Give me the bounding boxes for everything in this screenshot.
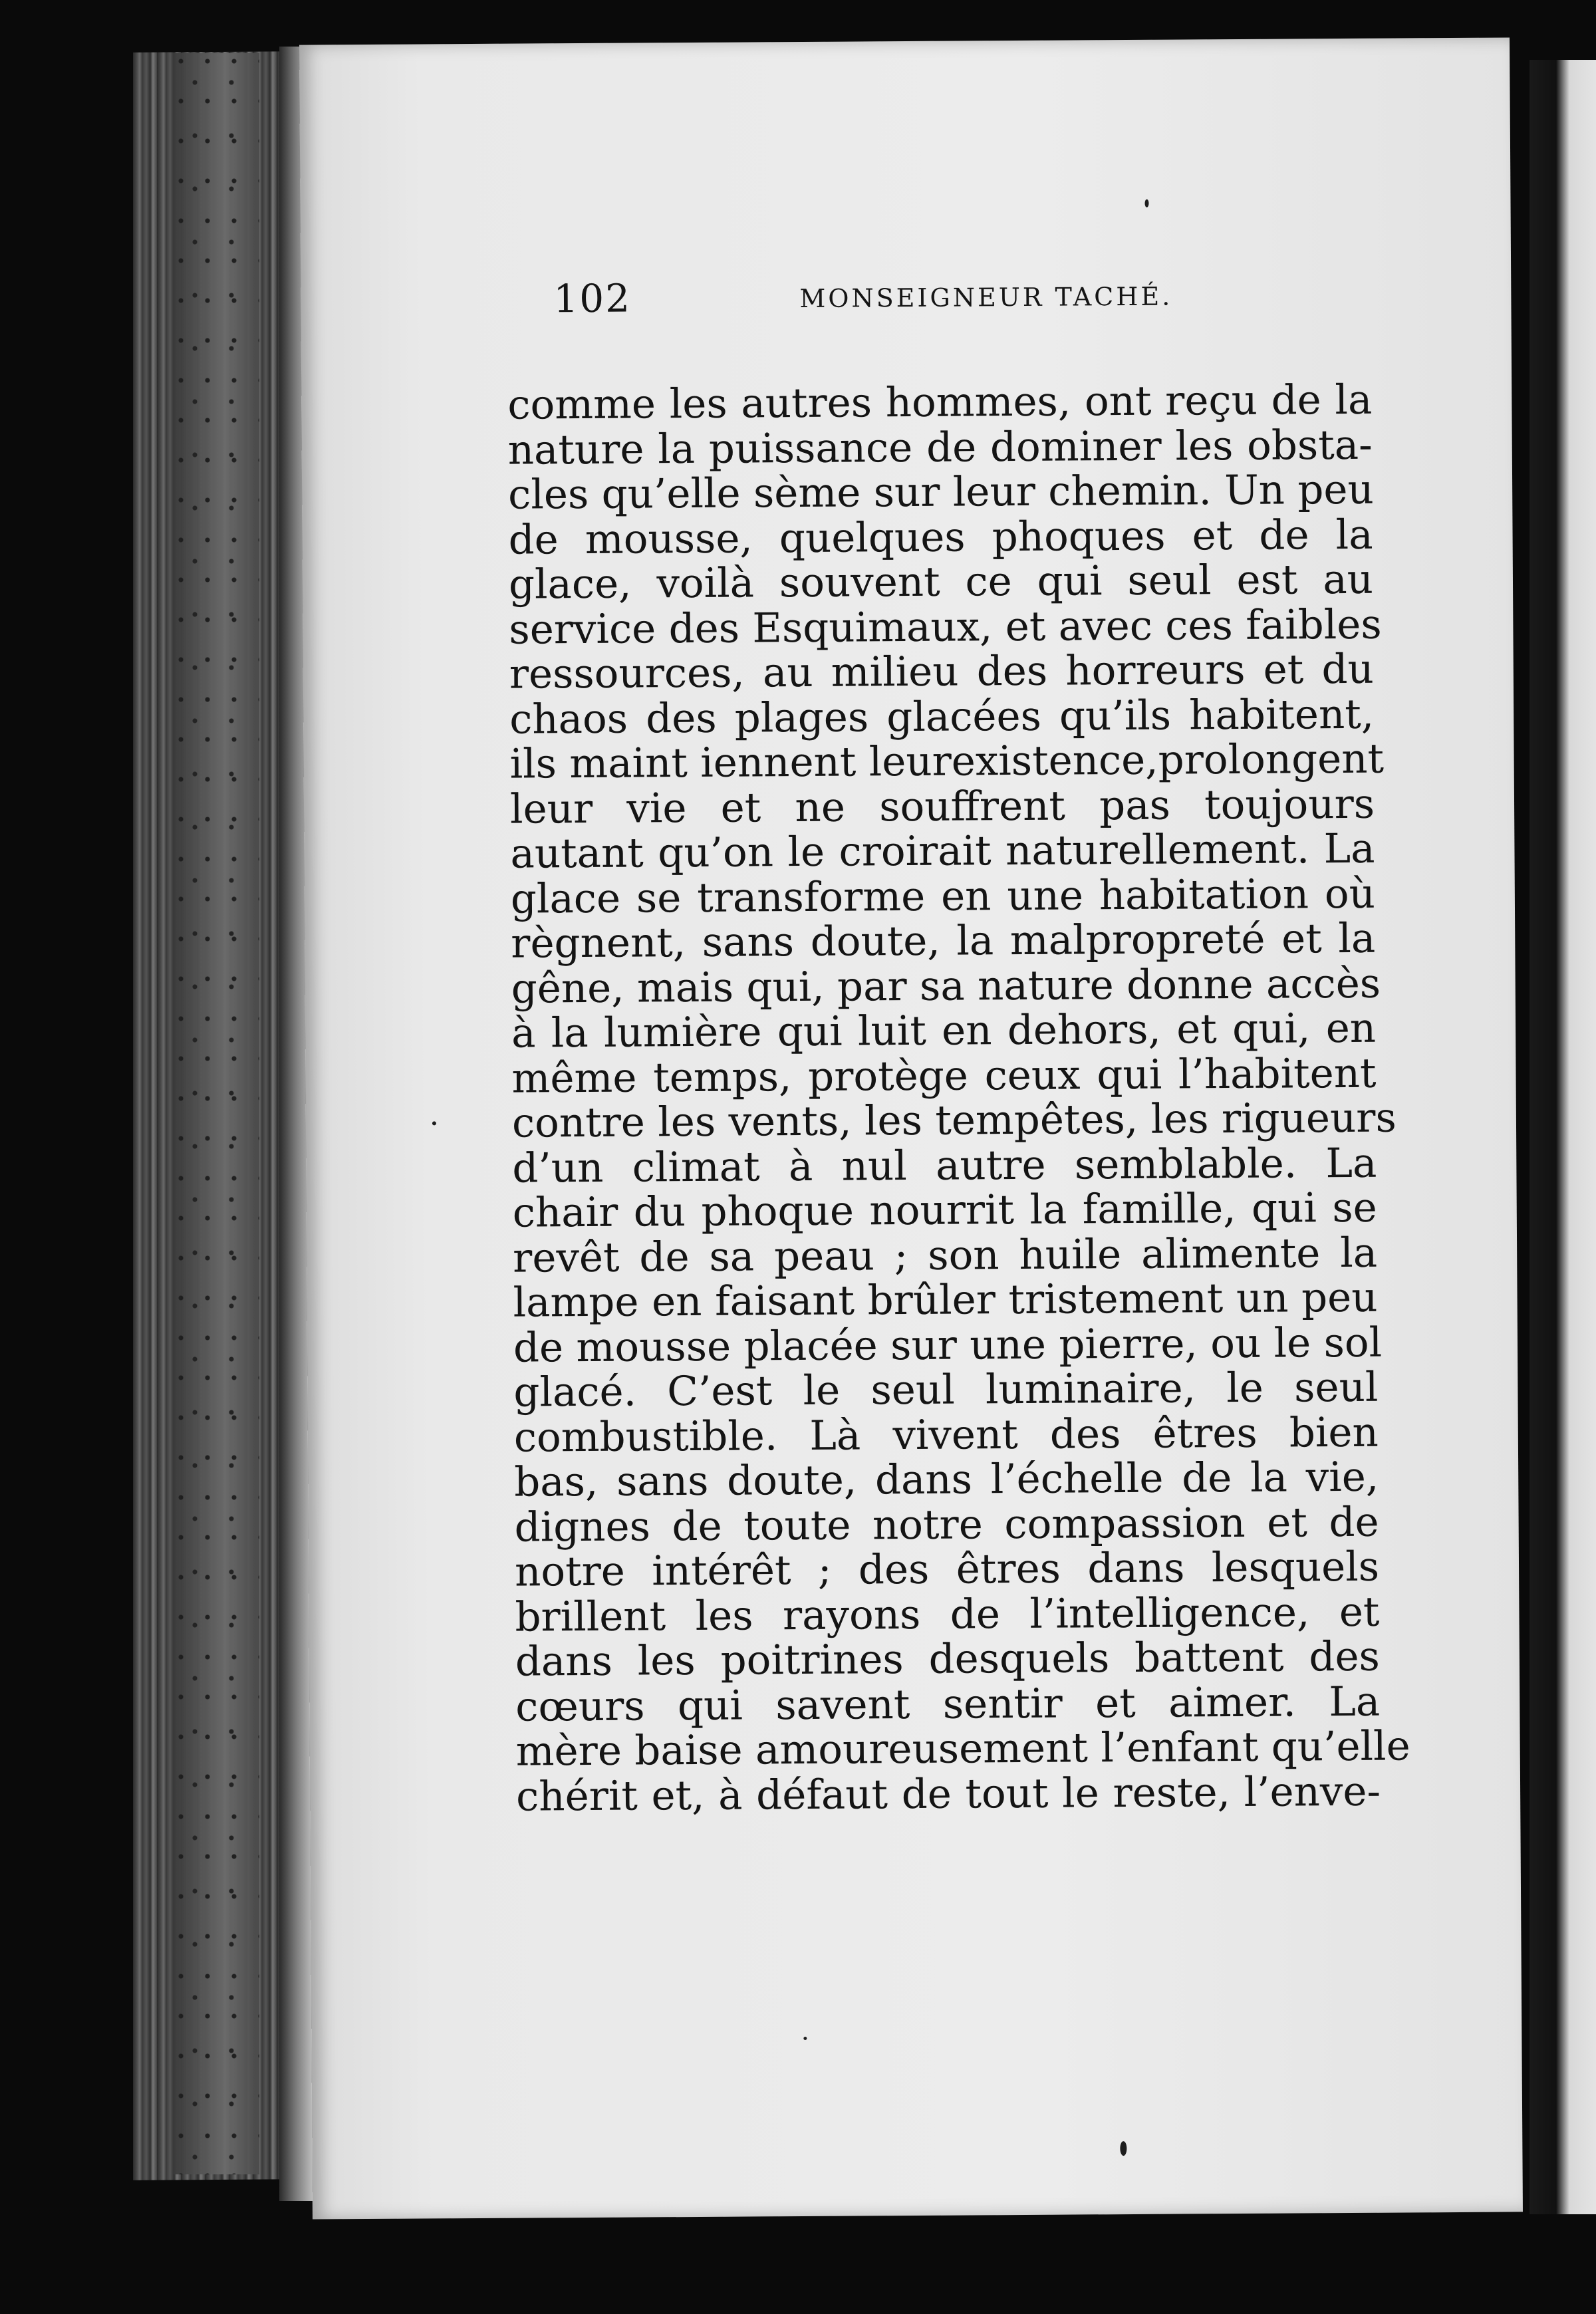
next-page-edge xyxy=(1530,60,1596,2214)
text-line: gêne, mais qui, par sa nature donne accès xyxy=(511,960,1381,1013)
body-text xyxy=(507,376,1410,1821)
text-line: même temps, protège ceux qui l’habitent xyxy=(511,1049,1377,1102)
paper-specks xyxy=(299,37,1510,45)
page-edges-shadow xyxy=(173,53,259,2174)
text-line: service des Esquimaux, et avec ces faibles xyxy=(509,600,1382,654)
text-line: ils maint iennent leurexistence,prolongent xyxy=(509,735,1385,788)
text-line: autant qu’on le croirait naturellement. La xyxy=(510,825,1375,878)
text-line: chérit et, à défaut de tout le reste, l’enve- xyxy=(515,1767,1381,1821)
text-line: notre intérêt ; des êtres dans lesquels xyxy=(514,1543,1380,1596)
text-line: brillent les rayons de l’intelligence, et xyxy=(515,1588,1380,1641)
text-line: mère baise amoureusement l’enfant qu’elle xyxy=(515,1722,1410,1775)
text-line: comme les autres hommes, ont reçu de la xyxy=(507,376,1373,429)
text-line: nature la puissance de dominer les obsta- xyxy=(507,421,1373,474)
text-line: de mousse, quelques phoques et de la xyxy=(508,511,1373,564)
page-number: 102 xyxy=(553,275,632,322)
text-line: règnent, sans doute, la malpropreté et la xyxy=(511,914,1376,967)
text-line: leur vie et ne souffrent pas toujours xyxy=(509,780,1375,833)
text-line: revêt de sa peau ; son huile alimente la xyxy=(512,1229,1378,1282)
text-line: chair du phoque nourrit la famille, qui se xyxy=(512,1184,1377,1237)
text-line: chaos des plages glacées qu’ils habitent, xyxy=(509,690,1375,743)
text-line: lampe en faisant brûler tristement un peu xyxy=(513,1273,1378,1327)
text-line: dignes de toute notre compassion et de xyxy=(514,1498,1379,1551)
text-line: cœurs qui savent sentir et aimer. La xyxy=(515,1678,1381,1731)
text-line: dans les poitrines desquels battent des xyxy=(515,1632,1381,1686)
text-line: d’un climat à nul autre semblable. La xyxy=(512,1139,1377,1192)
text-line: bas, sans doute, dans l’échelle de la vie, xyxy=(514,1453,1379,1506)
text-line: de mousse placée sur une pierre, ou le sol xyxy=(513,1319,1383,1372)
text-line: cles qu’elle sème sur leur chemin. Un peu xyxy=(507,465,1374,519)
running-head: MONSEIGNEUR TACHÉ. xyxy=(799,281,1173,314)
text-line: contre les vents, les tempêtes, les rigueurs xyxy=(511,1094,1396,1147)
text-line: glace, voilà souvent ce qui seul est au xyxy=(508,555,1374,608)
text-line: à la lumière qui luit en dehors, et qui, en xyxy=(511,1004,1377,1057)
text-line: glacé. C’est le seul luminaire, le seul xyxy=(513,1363,1379,1416)
text-line: glace se transforme en une habitation où xyxy=(510,870,1376,923)
text-line: combustible. Là vivent des êtres bien xyxy=(513,1408,1379,1462)
book-page xyxy=(299,37,1523,2219)
text-line: ressources, au milieu des horreurs et du xyxy=(509,645,1375,698)
page-header xyxy=(553,271,1484,330)
